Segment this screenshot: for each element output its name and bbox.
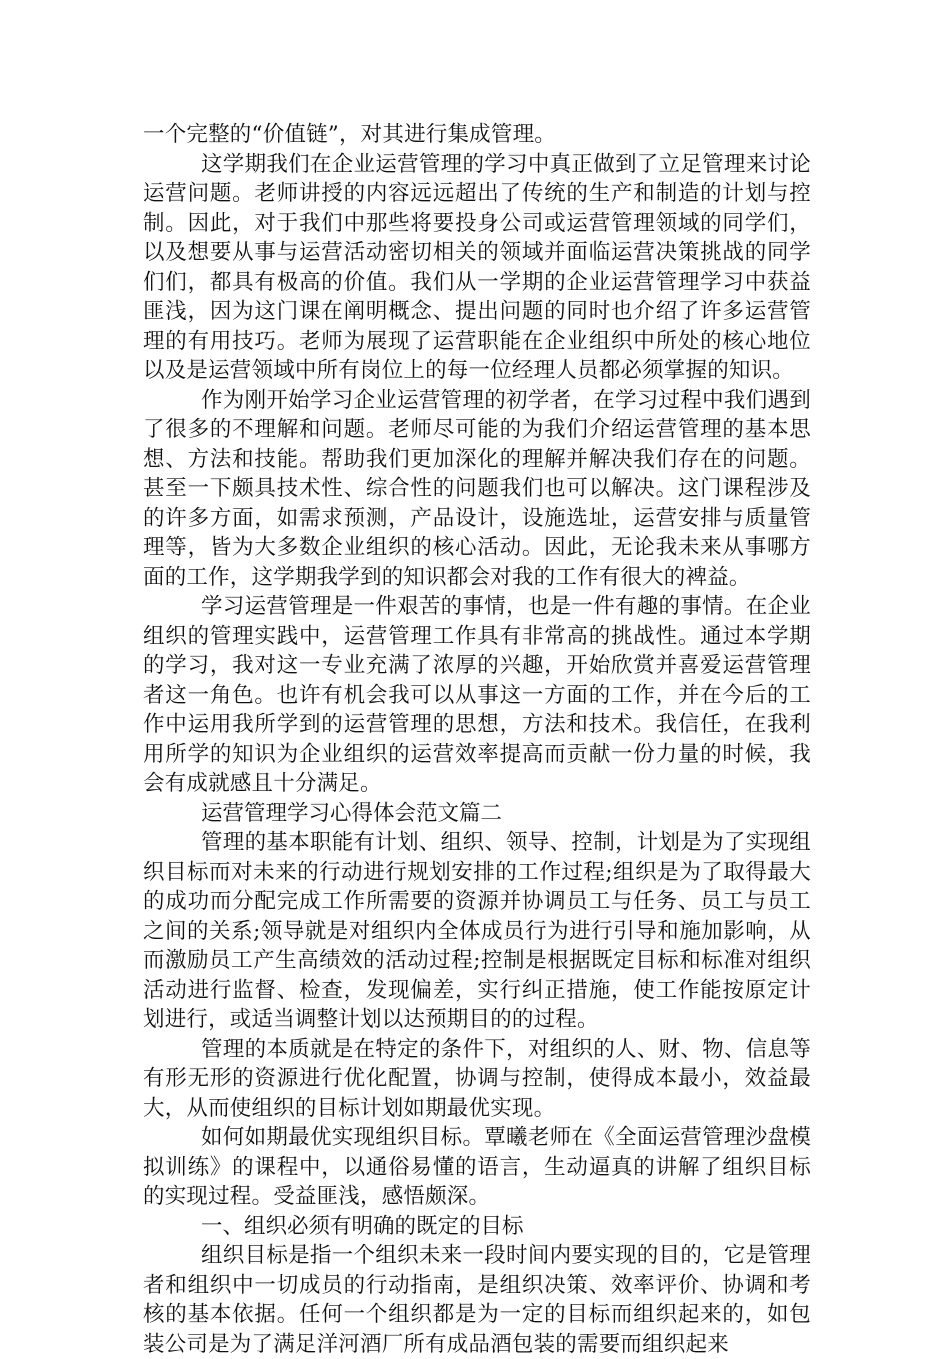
section-title-part-two: 运营管理学习心得体会范文篇二 <box>201 800 503 826</box>
paragraph-2: 这学期我们在企业运营管理的学习中真正做到了立足管理来讨论运营问题。老师讲授的内容远远超出了传统的生产和制造的计划与控制。因此，对于我们中那些将要投身公司或运营管理领域的同学们，以及想要从事与运营活动密切相关的领域并面临运营决策挑战的同学们们，都具有极高的价值。我们从一学期的企业运营管理学习中获益匪浅，因为这门课在阐明概念、提出问题的同时也介绍了许多运营管理的有用技巧。老师为展现了运营职能在企业组织中所处的核心地位以及是运营领域中所有岗位上的每一位经理人员都必须掌握的知识。 <box>143 151 811 383</box>
paragraph-7: 如何如期最优实现组织目标。覃曦老师在《全面运营管理沙盘模拟训练》的课程中，以通俗易懂的语言，生动逼真的讲解了组织目标的实现过程。受益匪浅，感悟颇深。 <box>143 1125 811 1209</box>
paragraph-5: 管理的基本职能有计划、组织、领导、控制，计划是为了实现组织目标而对未来的行动进行规划安排的工作过程;组织是为了取得最大的成功而分配完成工作所需要的资源并协调员工与任务、员工与员工之间的关系;领导就是对组织内全体成员行为进行引导和施加影响，从而激励员工产生高绩效的活动过程;控制是根据既定目标和标准对组织活动进行监督、检查，发现偏差，实行纠正措施，使工作能按原定计划进行，或适当调整计划以达预期目的的过程。 <box>143 830 811 1032</box>
paragraph-4: 学习运营管理是一件艰苦的事情，也是一件有趣的事情。在企业组织的管理实践中，运营管理工作具有非常高的挑战性。通过本学期的学习，我对这一专业充满了浓厚的兴趣，开始欣赏并喜爱运营管理者这一角色。也许有机会我可以从事这一方面的工作，并在今后的工作中运用我所学到的运营管理的思想，方法和技术。我信任，在我利用所学的知识为企业组织的运营效率提高而贡献一份力量的时候，我会有成就感且十分满足。 <box>143 594 811 796</box>
document-page <box>143 120 811 1359</box>
paragraph-3: 作为刚开始学习企业运营管理的初学者，在学习过程中我们遇到了很多的不理解和问题。老师尽可能的为我们介绍运营管理的基本思想、方法和技能。帮助我们更加深化的理解并解决我们存在的问题。甚至一下颇具技术性、综合性的问题我们也可以解决。这门课程涉及的许多方面，如需求预测，产品设计，设施选址，运营安排与质量管理等，皆为大多数企业组织的核心活动。因此，无论我未来从事哪方面的工作，这学期我学到的知识都会对我的工作有很大的裨益。 <box>143 387 811 590</box>
paragraph-6: 管理的本质就是在特定的条件下，对组织的人、财、物、信息等有形无形的资源进行优化配置，协调与控制，使得成本最小，效益最大，从而使组织的目标计划如期最优实现。 <box>143 1036 811 1121</box>
paragraph-1: 一个完整的“价值链”，对其进行集成管理。 <box>143 122 556 147</box>
paragraph-8: 组织目标是指一个组织未来一段时间内要实现的目的，它是管理者和组织中一切成员的行动指南，是组织决策、效率评价、协调和考核的基本依据。任何一个组织都是为一定的目标而组织起来的，如包装公司是为了满足洋河酒厂所有成品酒包装的需要而组织起来 <box>143 1243 811 1357</box>
section-heading-1: 一、组织必须有明确的既定的目标 <box>201 1213 524 1239</box>
